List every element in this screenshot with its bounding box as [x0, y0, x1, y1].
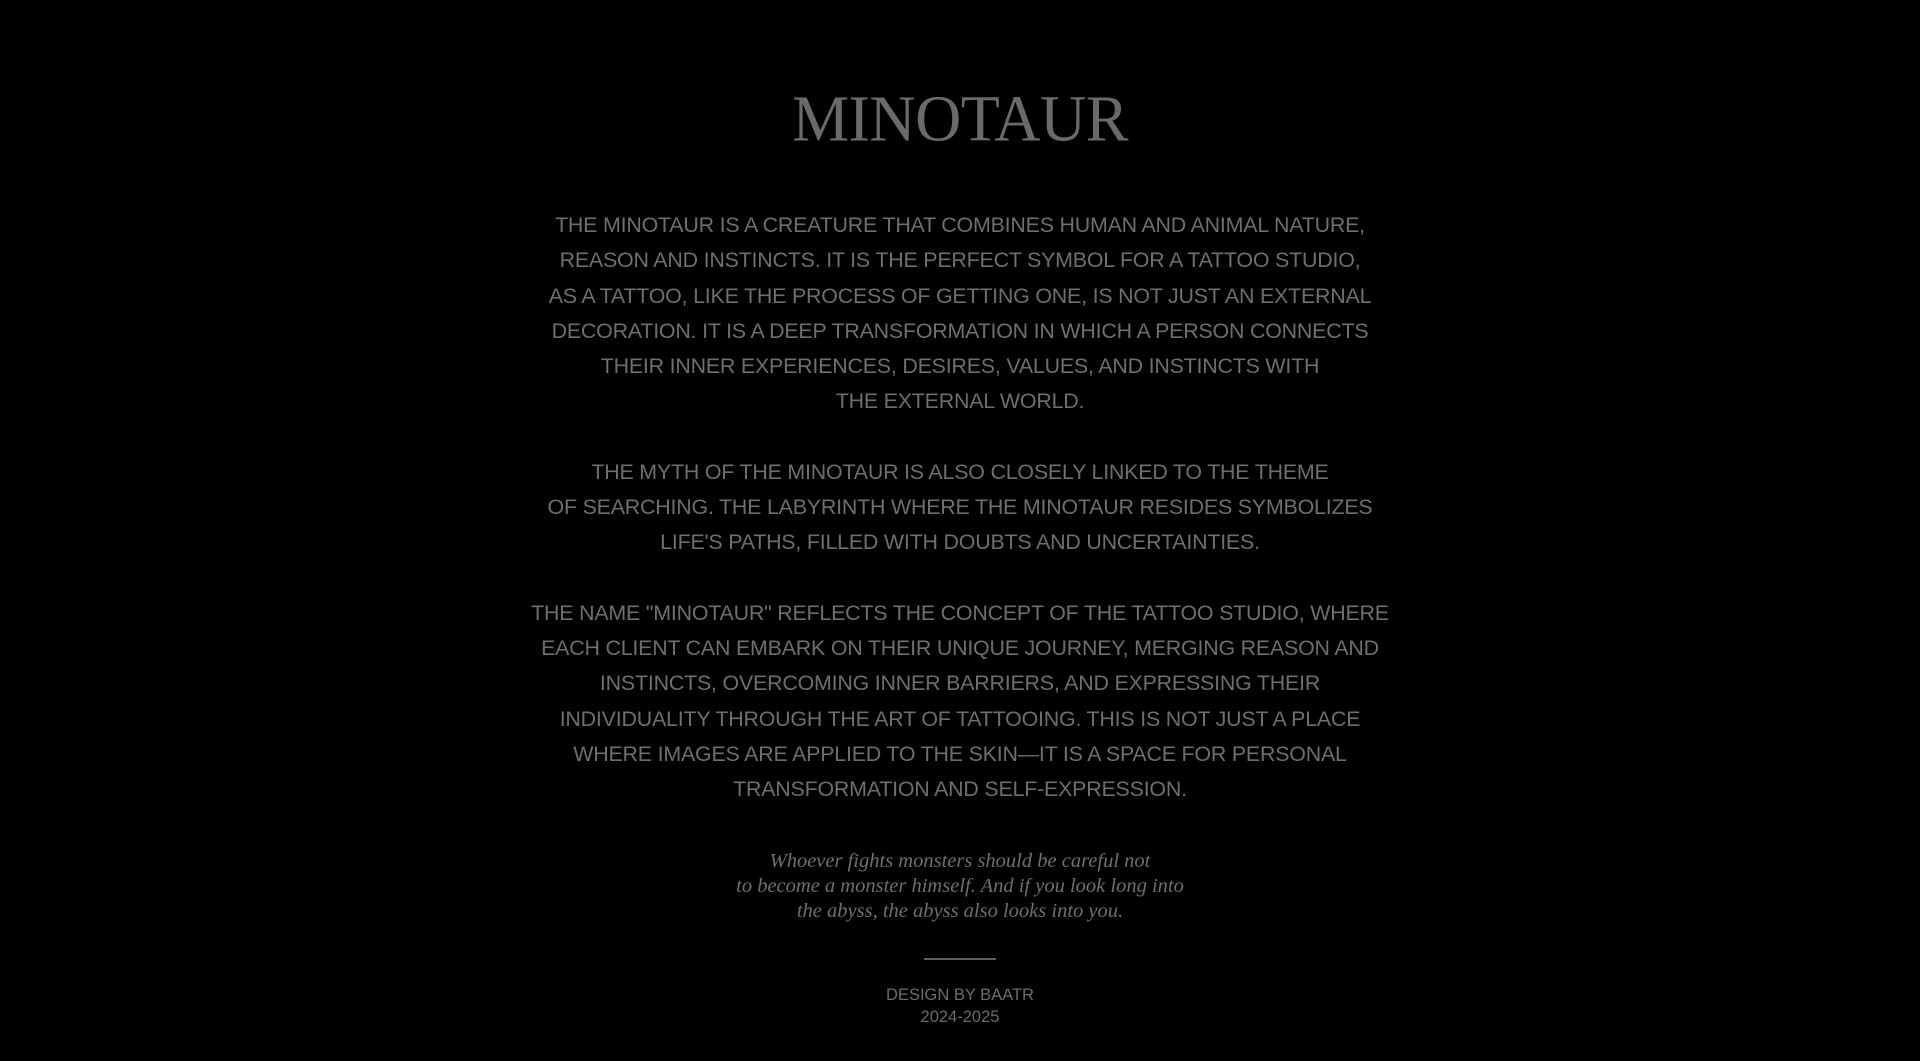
paragraph-name — [530, 596, 1390, 808]
paragraph-line: WHERE IMAGES ARE APPLIED TO THE SKIN—IT IS A SPACE FOR PERSONAL — [573, 741, 1347, 766]
paragraph-line: THE EXTERNAL WORLD. — [835, 389, 1085, 414]
paragraph-line: THE MYTH OF THE MINOTAUR IS ALSO CLOSELY LINKED TO THE THEME — [591, 459, 1329, 484]
paragraph-line: THEIR INNER EXPERIENCES, DESIRES, VALUES, AND INSTINCTS WITH — [600, 354, 1320, 379]
paragraph-line: THE NAME "MINOTAUR" REFLECTS THE CONCEPT OF THE TATTOO STUDIO, WHERE — [531, 600, 1389, 625]
paragraph-line: INDIVIDUALITY THROUGH THE ART OF TATTOOING. THIS IS NOT JUST A PLACE — [559, 706, 1361, 731]
quote-line: the abyss, the abyss also looks into you. — [796, 900, 1124, 923]
nietzsche-quote — [736, 849, 1184, 924]
paragraph-line: LIFE'S PATHS, FILLED WITH DOUBTS AND UNCERTAINTIES. — [660, 530, 1260, 555]
paragraph-line: DECORATION. IT IS A DEEP TRANSFORMATION IN WHICH A PERSON CONNECTS — [551, 318, 1369, 343]
paragraph-line: REASON AND INSTINCTS. IT IS THE PERFECT SYMBOL FOR A TATTOO STUDIO, — [559, 248, 1361, 273]
quote-line: to become a monster himself. And if you look long into — [736, 875, 1184, 898]
divider-line — [924, 958, 996, 960]
copyright-years: 2024-2025 — [920, 1008, 1000, 1027]
about-text — [530, 208, 1390, 807]
paragraph-myth — [530, 455, 1390, 561]
paragraph-line: THE MINOTAUR IS A CREATURE THAT COMBINES HUMAN AND ANIMAL NATURE, — [555, 213, 1365, 237]
paragraph-line: TRANSFORMATION AND SELF-EXPRESSION. — [733, 777, 1187, 802]
credits — [886, 984, 1034, 1028]
paragraph-line: AS A TATTOO, LIKE THE PROCESS OF GETTING ONE, IS NOT JUST AN EXTERNAL — [548, 283, 1372, 308]
page-title: MINOTAUR — [792, 81, 1128, 156]
paragraph-line: INSTINCTS, OVERCOMING INNER BARRIERS, AND EXPRESSING THEIR — [599, 671, 1321, 696]
paragraph-creature — [530, 208, 1390, 420]
quote-line: Whoever fights monsters should be careful not — [769, 850, 1151, 873]
design-credit: DESIGN BY BAATR — [886, 986, 1034, 1005]
paragraph-line: OF SEARCHING. THE LABYRINTH WHERE THE MINOTAUR RESIDES SYMBOLIZES — [547, 495, 1373, 520]
paragraph-line: EACH CLIENT CAN EMBARK ON THEIR UNIQUE JOURNEY, MERGING REASON AND — [541, 635, 1379, 660]
